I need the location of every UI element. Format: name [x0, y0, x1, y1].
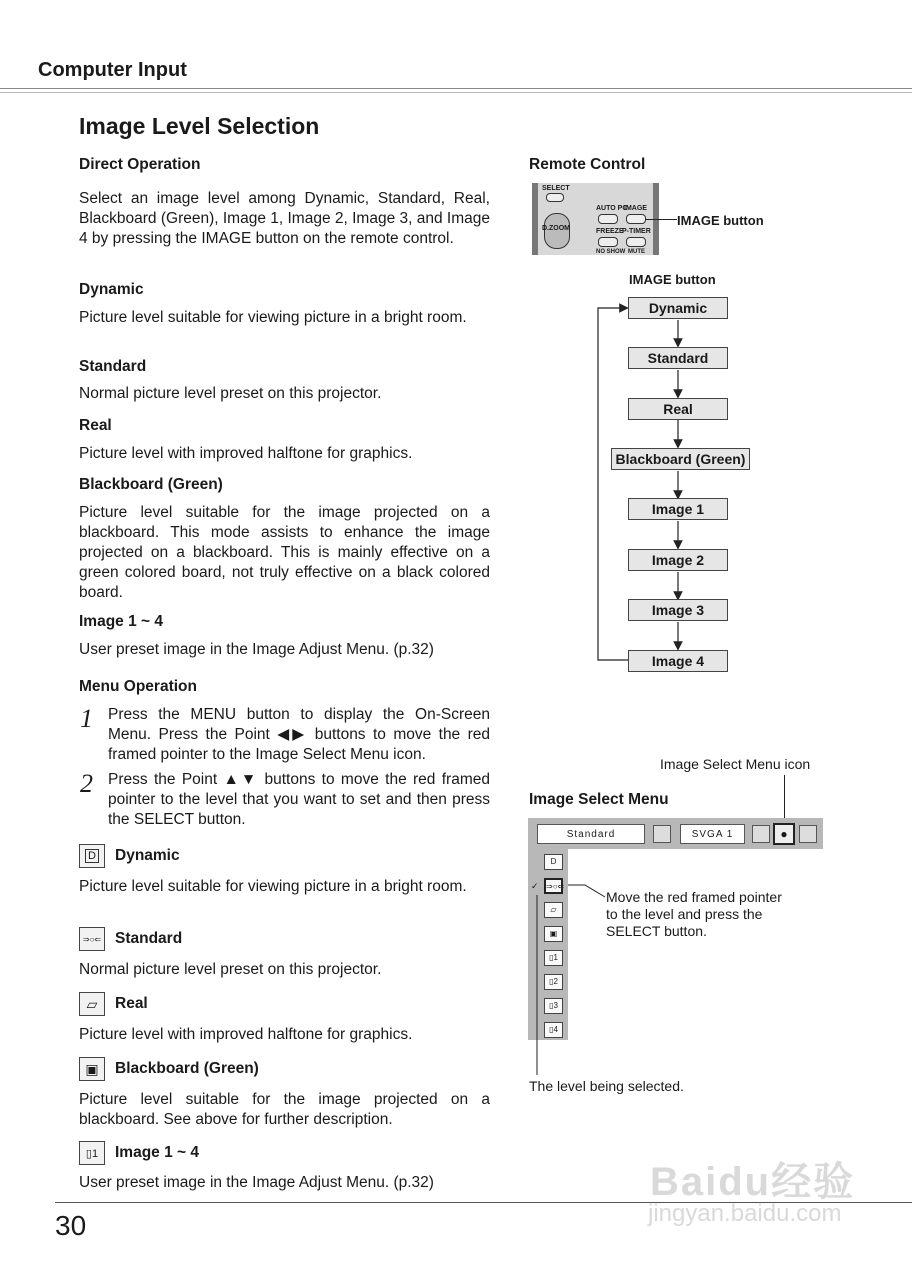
level-standard-icon: ⇒○⇐ — [544, 878, 563, 894]
blackboard-icon-glyph: ▣ — [85, 1060, 99, 1077]
menu-item-desc: Picture level with improved halftone for graphics. — [79, 1026, 413, 1043]
image-button-callout: IMAGE button — [677, 213, 764, 228]
menu-item-desc: Picture level suitable for viewing picture in a bright room. — [79, 878, 467, 895]
flow-step: Real — [628, 398, 728, 420]
blackboard-icon — [79, 1057, 105, 1081]
level-image2-icon: ▯2 — [544, 974, 563, 990]
flow-step: Image 3 — [628, 599, 728, 621]
flow-step: Image 1 — [628, 498, 728, 520]
remote-control-illustration — [532, 183, 659, 255]
header-rule — [0, 88, 912, 89]
osd-menu-bar — [528, 818, 823, 849]
remote-ptimer-label: P-TIMER — [622, 228, 651, 235]
direct-operation-heading: Direct Operation — [79, 156, 201, 173]
pointer-callout: Move the red framed pointer to the level and press the SELECT button. — [606, 889, 782, 939]
remote-freeze-button — [598, 237, 618, 247]
callout-line — [645, 219, 677, 220]
osd-level-field: Standard — [537, 824, 645, 844]
watermark-url: jingyan.baidu.com — [648, 1200, 842, 1227]
direct-item-title: Image 1 ~ 4 — [79, 613, 164, 630]
flow-step: Standard — [628, 347, 728, 369]
watermark-logo: Baidu经验 — [650, 1160, 856, 1204]
real-icon-glyph: ▱ — [86, 995, 98, 1012]
level-image3-icon: ▯3 — [544, 998, 563, 1014]
osd-icon — [799, 825, 817, 843]
dynamic-icon — [79, 844, 105, 868]
remote-mute-label: MUTE — [628, 249, 645, 255]
flow-step: Blackboard (Green) — [611, 448, 750, 470]
remote-image-button — [626, 214, 646, 224]
remote-noshow-label: NO SHOW — [596, 249, 626, 255]
menu-operation-heading: Menu Operation — [79, 678, 197, 695]
level-real-icon: ▱ — [544, 902, 563, 918]
direct-item-desc: Picture level suitable for the image projected on a blackboard. This mode assists to enhance the image projected on a blackboard. This is mainly effective on a green colored board, not truly effective on a black colored board. — [79, 504, 490, 601]
image-select-menu-icon: ● — [773, 823, 795, 845]
page-number: 30 — [55, 1210, 87, 1241]
image-select-heading: Image Select Menu — [529, 791, 669, 808]
standard-icon-glyph: ⇒○⇐ — [82, 934, 102, 944]
dynamic-icon-glyph: D — [85, 849, 99, 863]
step-number: 1 — [80, 704, 93, 733]
direct-item-desc: Normal picture level preset on this projector. — [79, 385, 382, 402]
direct-item-desc: User preset image in the Image Adjust Menu. (p.32) — [79, 641, 434, 658]
menu-item-title: Real — [115, 995, 148, 1012]
remote-image-label: IMAGE — [624, 205, 647, 212]
flow-step: Image 2 — [628, 549, 728, 571]
remote-autopc-label: AUTO PC — [596, 205, 628, 212]
level-blackboard-icon: ▣ — [544, 926, 563, 942]
page-title: Image Level Selection — [79, 113, 320, 139]
flow-step: Image 4 — [628, 650, 728, 672]
remote-dzoom-label: D.ZOOM — [542, 225, 570, 232]
header-rule-secondary — [0, 92, 912, 93]
flow-step: Dynamic — [628, 297, 728, 319]
callout-line — [784, 775, 785, 823]
remote-autopc-button — [598, 214, 618, 224]
direct-item-title: Real — [79, 417, 112, 434]
osd-signal-field: SVGA 1 — [680, 824, 745, 844]
direct-operation-intro: Select an image level among Dynamic, Standard, Real, Blackboard (Green), Image 1, Image 2, Image 3, and Image 4 by pressing the IMAGE button on the remote control. — [79, 190, 490, 247]
direct-item-title: Standard — [79, 358, 147, 375]
checkmark-icon: ✓ — [531, 881, 539, 891]
menu-item-desc: Normal picture level preset on this projector. — [79, 961, 382, 978]
level-image1-icon: ▯1 — [544, 950, 563, 966]
image-preset-icon-glyph: ▯1 — [85, 1147, 99, 1160]
menu-item-title: Blackboard (Green) — [115, 1060, 259, 1077]
menu-item-title: Image 1 ~ 4 — [115, 1144, 200, 1161]
direct-item-title: Dynamic — [79, 281, 144, 298]
remote-ptimer-button — [626, 237, 646, 247]
image-preset-icon — [79, 1141, 105, 1165]
direct-item-title: Blackboard (Green) — [79, 476, 223, 493]
remote-freeze-label: FREEZE — [596, 228, 624, 235]
remote-control-heading: Remote Control — [529, 156, 646, 173]
osd-callout-lines — [530, 870, 610, 1080]
flow-title: IMAGE button — [629, 272, 716, 287]
remote-select-button — [546, 193, 564, 202]
menu-item-desc: Picture level suitable for the image projected on a blackboard. See above for further description. — [79, 1091, 490, 1128]
osd-icon — [752, 825, 770, 843]
level-image4-icon: ▯4 — [544, 1022, 563, 1038]
menu-item-title: Dynamic — [115, 847, 180, 864]
selected-level-callout: The level being selected. — [529, 1078, 684, 1094]
standard-icon — [79, 927, 105, 951]
remote-select-label: SELECT — [542, 185, 570, 192]
menu-item-desc: User preset image in the Image Adjust Menu. (p.32) — [79, 1174, 434, 1191]
menu-icon-callout: Image Select Menu icon — [660, 756, 811, 772]
step-number: 2 — [80, 769, 93, 798]
direct-item-desc: Picture level with improved halftone for graphics. — [79, 445, 413, 462]
direct-item-desc: Picture level suitable for viewing picture in a bright room. — [79, 309, 467, 326]
menu-item-title: Standard — [115, 930, 183, 947]
osd-icon — [653, 825, 671, 843]
step-text: Press the MENU button to display the On-Screen Menu. Press the Point ◀▶ buttons to move the red framed pointer to the Image Select Menu icon. — [108, 706, 490, 763]
section-title: Computer Input — [38, 59, 187, 81]
step-text: Press the Point ▲▼ buttons to move the red framed pointer to the level that you want to set and then press the SELECT button. — [108, 771, 490, 828]
real-icon — [79, 992, 105, 1016]
level-dynamic-icon: D — [544, 854, 563, 870]
